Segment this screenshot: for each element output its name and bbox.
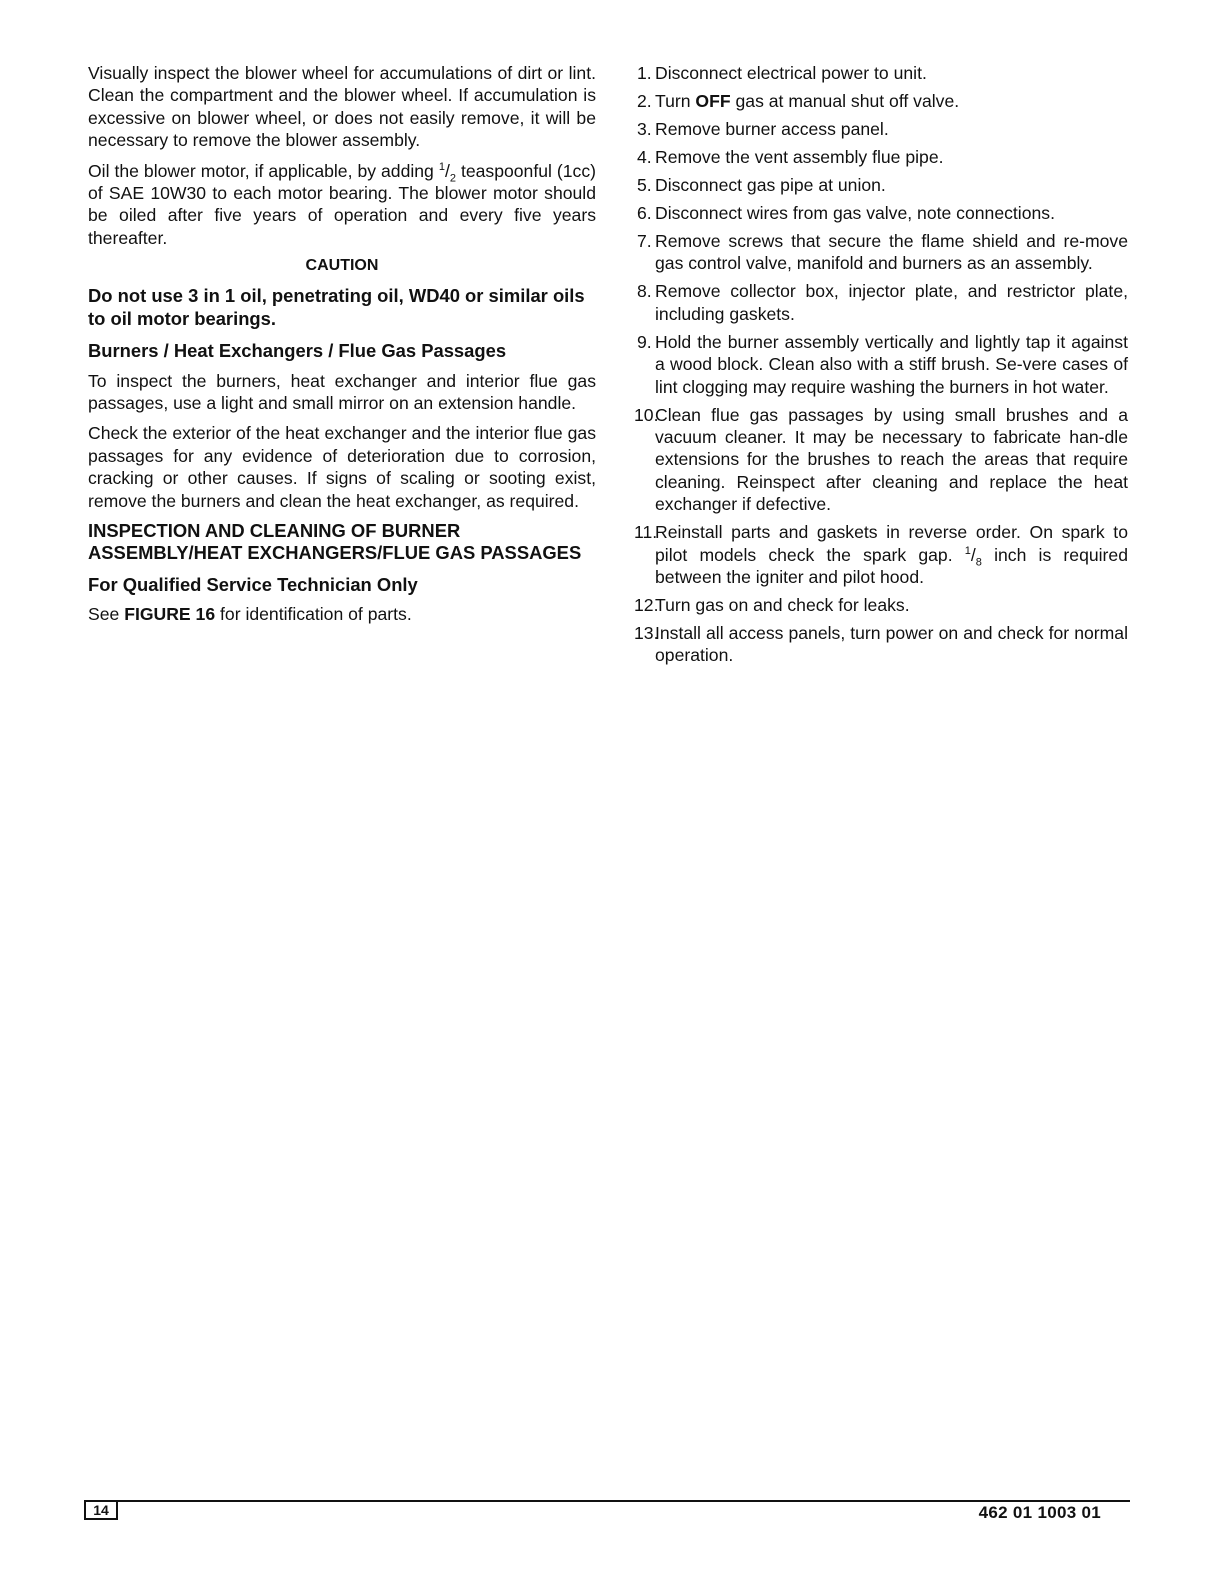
- step-text: Disconnect electrical power to unit.: [655, 63, 927, 83]
- step-text: Disconnect gas pipe at union.: [655, 175, 886, 195]
- step-number: 5.: [637, 175, 652, 195]
- left-column: [88, 62, 596, 634]
- step-number: 13.: [634, 623, 659, 644]
- step-number: 6.: [637, 203, 652, 223]
- step-12: [634, 594, 1128, 616]
- step-5: [637, 174, 1128, 196]
- page-number: 14: [84, 1500, 118, 1520]
- oil-text-start: Oil the blower motor, if applicable, by adding: [88, 160, 439, 181]
- step-3: [637, 118, 1128, 140]
- step-text: gas at manual shut off valve.: [730, 91, 960, 111]
- oil-text-end: teaspoonful (1cc) of SAE 10W30 to each motor bearing. The blower motor should be oiled after five years of operation and every five years thereafter.: [88, 160, 596, 248]
- step-text: inch is required between the igniter and pilot hood.: [655, 544, 1128, 588]
- step-text: Turn: [655, 91, 696, 111]
- step-number: 4.: [637, 147, 652, 167]
- step-number: 2.: [637, 91, 652, 111]
- burners-heading: Burners / Heat Exchangers / Flue Gas Passages: [88, 339, 507, 361]
- inspection-section-heading: INSPECTION AND CLEANING OF BURNER ASSEMBLY/HEAT EXCHANGERS/FLUE GAS PASSAGES: [88, 520, 582, 564]
- step-text: Hold the burner assembly vertically and lightly tap it against a wood block. Clean also with a stiff brush. Se-vere cases of lint clogging may require washing the burners in hot water.: [655, 331, 1128, 397]
- fraction-denominator: 2: [449, 172, 456, 185]
- step-text: Remove the vent assembly flue pipe.: [655, 147, 944, 167]
- step-9: [637, 331, 1128, 398]
- step-text: Install all access panels, turn power on and check for normal operation.: [655, 623, 1128, 666]
- ref-text-start: See: [88, 604, 125, 625]
- caution-warning: Do not use 3 in 1 oil, penetrating oil, WD40 or similar oils to oil motor bearings.: [88, 284, 585, 329]
- step-text: Remove screws that secure the flame shield and re-move gas control valve, manifold and burners as an assembly.: [655, 231, 1128, 274]
- step-13: [634, 622, 1128, 667]
- step-text: Remove collector box, injector plate, and restrictor plate, including gaskets.: [655, 281, 1128, 324]
- step-4: [637, 146, 1128, 168]
- step-1: [637, 62, 1128, 84]
- step-7: [637, 230, 1128, 275]
- footer-rule: [84, 1500, 1130, 1502]
- inspect-burners-paragraph: To inspect the burners, heat exchanger and interior flue gas passages, use a light and small mirror on an extension handle.: [88, 370, 596, 414]
- step-text: Disconnect wires from gas valve, note connections.: [655, 203, 1055, 223]
- step-10: [634, 404, 1128, 516]
- figure-link: FIGURE 16: [124, 604, 216, 625]
- heat-exchanger-paragraph: Check the exterior of the heat exchanger and the interior flue gas passages for any evidence of deterioration due to corrosion, cracking or other causes. If signs of scaling or sooting exist, remove the burners and clean the heat exchanger, as required.: [88, 423, 596, 511]
- step-number: 12.: [634, 595, 659, 616]
- step-text: Turn gas on and check for leaks.: [655, 595, 910, 616]
- step-2: [637, 90, 1128, 112]
- procedure-steps: [634, 62, 1128, 667]
- step-text: Reinstall parts and gaskets in reverse order. On spark to pilot models check the spark gap.: [655, 522, 1128, 565]
- step-text: Remove burner access panel.: [655, 119, 889, 139]
- step-number: 8.: [637, 281, 652, 302]
- step-number: 7.: [637, 231, 652, 251]
- figure-reference: [88, 603, 596, 625]
- step-text: Clean flue gas passages by using small brushes and a vacuum cleaner. It may be necessary to fabricate han-dle extensions for the brushes to reach the areas that require cleaning. Reinspect after cleaning and replace the heat exchanger if defective.: [655, 404, 1128, 515]
- step-number: 11.: [634, 522, 658, 543]
- step-number: 9.: [637, 331, 652, 352]
- step-number: 3.: [637, 119, 652, 139]
- fraction-denominator: 8: [975, 556, 982, 569]
- blower-inspection-paragraph: Visually inspect the blower wheel for accumulations of dirt or lint. Clean the compartment and the blower wheel. If accumulation is excessive on blower wheel, or does not easily remove, it will be necessary to remove the blower assembly.: [88, 63, 596, 151]
- step-11: 11. Reinstall parts and gaskets in reverse order. On spark to pilot models check the spark gap. $^1/_8$ inch is required between the igniter and pilot hood.: [634, 522, 1128, 588]
- step-number: 1.: [637, 63, 652, 83]
- fraction-numerator: 1: [438, 160, 445, 173]
- document-number: 462 01 1003 01: [978, 1503, 1101, 1522]
- oil-motor-paragraph: Oil the blower motor, if applicable, by adding $^1/_2$ teaspoonful (1cc) of SAE 10W30 to each motor bearing. The blower motor should be oiled after five years of operation and every five years thereafter.: [88, 160, 596, 248]
- caution-label: CAUTION: [305, 257, 379, 275]
- step-number: 10.: [634, 404, 659, 425]
- step-6: [637, 202, 1128, 224]
- ref-text-end: for identification of parts.: [215, 604, 412, 625]
- fraction-numerator: 1: [964, 544, 971, 557]
- step-8: [637, 280, 1128, 325]
- qualified-technician-subheading: For Qualified Service Technician Only: [88, 574, 418, 596]
- step-bold-text: OFF: [695, 91, 731, 111]
- right-column: [634, 62, 1128, 672]
